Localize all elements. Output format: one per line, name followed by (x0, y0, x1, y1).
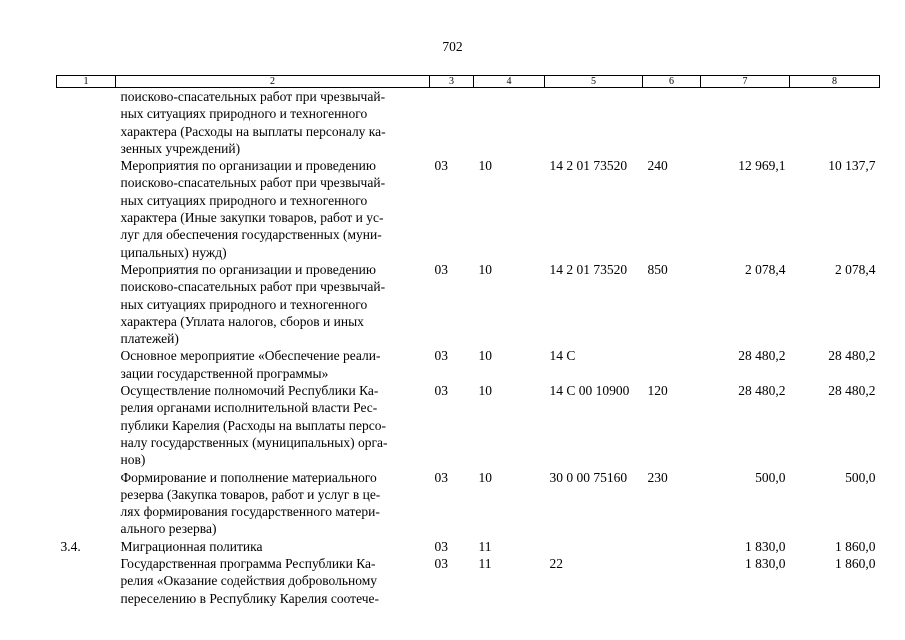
target-article-cell: 14 2 01 73520 (549, 261, 628, 277)
item-name-line: зенных учреждений) (120, 140, 241, 156)
item-name-line: Мероприятия по организации и проведению (120, 261, 376, 277)
section-code-cell: 03 (434, 469, 448, 485)
target-article-cell: 14 C 00 10900 (549, 383, 630, 399)
expense-type-cell (643, 88, 701, 158)
amount-year1-cell: 28 480,2 (738, 383, 786, 399)
budget-table (56, 75, 880, 607)
subsection-code-cell (474, 88, 545, 158)
item-name-line: Основное мероприятие «Обеспечение реали- (120, 348, 381, 364)
item-name-cell (116, 261, 430, 347)
target-article-cell: 14 2 01 73520 (549, 158, 628, 174)
column-header: 8 (790, 76, 880, 88)
amount-year2-cell: 28 480,2 (828, 348, 876, 364)
expense-type-cell: 240 (647, 158, 668, 174)
item-name-line: публики Карелия (Расходы на выплаты персо- (120, 417, 386, 433)
table-row (57, 382, 880, 468)
amount-year1-cell: 28 480,2 (738, 348, 786, 364)
table-row (57, 88, 880, 158)
amount-year2-cell: 1 860,0 (835, 538, 876, 554)
item-name-line: нов) (120, 452, 146, 468)
row-number-cell (57, 88, 116, 158)
item-name-line: ального резерва) (120, 521, 217, 537)
item-name-line: релия органами исполнительной власти Рес- (120, 400, 378, 416)
amount-year2-cell: 1 860,0 (835, 556, 876, 572)
item-name-line: Осуществление полномочий Республики Ка- (120, 383, 379, 399)
column-header: 5 (545, 76, 643, 88)
table-row (57, 469, 880, 538)
table-row (57, 538, 880, 555)
item-name-cell (116, 538, 430, 555)
target-article-cell (545, 538, 643, 555)
amount-year1-cell: 500,0 (755, 469, 786, 485)
subsection-code-cell: 11 (478, 538, 492, 554)
item-name-cell (116, 88, 430, 158)
amount-year2-cell: 28 480,2 (828, 383, 876, 399)
amount-year2-cell: 10 137,7 (828, 158, 876, 174)
item-name-line: поисково-спасательных работ при чрезвычай- (120, 279, 386, 295)
item-name-line: резерва (Закупка товаров, работ и услуг в це- (120, 486, 381, 502)
item-name-line: ных ситуациях природного и техногенного (120, 296, 368, 312)
row-number-cell (57, 261, 116, 347)
row-number-cell (57, 347, 116, 382)
item-name-line: луг для обеспечения государственных (муни- (120, 227, 382, 243)
row-number-cell: 3.4. (60, 538, 81, 554)
column-number-header-row (57, 76, 880, 88)
row-number-cell (57, 157, 116, 261)
table-body (57, 88, 880, 607)
target-article-cell: 14 C (549, 348, 576, 364)
amount-year2-cell: 2 078,4 (835, 261, 876, 277)
expense-type-cell (643, 347, 701, 382)
target-article-cell: 22 (549, 556, 563, 572)
expense-type-cell (643, 538, 701, 555)
item-name-line: характера (Расходы на выплаты персоналу ка- (120, 123, 386, 139)
target-article-cell (545, 88, 643, 158)
item-name-line: Мероприятия по организации и проведению (120, 158, 376, 174)
column-header: 7 (701, 76, 790, 88)
section-code-cell: 03 (434, 158, 448, 174)
column-header: 6 (643, 76, 701, 88)
amount-year1-cell: 1 830,0 (745, 556, 786, 572)
table-row (57, 261, 880, 347)
item-name-cell (116, 347, 430, 382)
section-code-cell: 03 (434, 538, 448, 554)
amount-year1-cell: 1 830,0 (745, 538, 786, 554)
expense-type-cell (643, 555, 701, 607)
amount-year1-cell: 2 078,4 (745, 261, 786, 277)
target-article-cell: 30 0 00 75160 (549, 469, 628, 485)
item-name-line: зации государственной программы» (120, 365, 329, 381)
column-header: 2 (116, 76, 430, 88)
amount-year1-cell: 12 969,1 (738, 158, 786, 174)
item-name-line: лях формирования государственного матери- (120, 504, 380, 520)
expense-type-cell: 850 (647, 261, 668, 277)
row-number-cell (57, 382, 116, 468)
column-header: 4 (474, 76, 545, 88)
amount-year2-cell (790, 88, 880, 158)
expense-type-cell: 120 (647, 383, 668, 399)
page-number: 702 (442, 39, 463, 54)
item-name-cell (116, 469, 430, 538)
expense-type-cell: 230 (647, 469, 668, 485)
section-code-cell: 03 (434, 261, 448, 277)
table-row (57, 157, 880, 261)
subsection-code-cell: 10 (478, 383, 492, 399)
item-name-line: поисково-спасательных работ при чрезвычай- (120, 175, 386, 191)
amount-year2-cell: 500,0 (845, 469, 876, 485)
item-name-cell (116, 157, 430, 261)
subsection-code-cell: 10 (478, 348, 492, 364)
item-name-line: ципальных) нужд) (120, 244, 227, 260)
section-code-cell: 03 (434, 556, 448, 572)
column-header: 1 (57, 76, 116, 88)
table-row (57, 555, 880, 607)
item-name-line: налу государственных (муниципальных) орга- (120, 434, 388, 450)
item-name-line: Миграционная политика (120, 538, 263, 554)
item-name-line: переселению в Республику Карелия соотече- (120, 590, 380, 606)
table-row (57, 347, 880, 382)
item-name-line: ных ситуациях природного и техногенного (120, 106, 368, 122)
item-name-line: платежей) (120, 331, 179, 347)
section-code-cell: 03 (434, 348, 448, 364)
section-code-cell: 03 (434, 383, 448, 399)
item-name-line: ных ситуациях природного и техногенного (120, 192, 368, 208)
item-name-cell (116, 555, 430, 607)
section-code-cell (430, 88, 474, 158)
item-name-line: характера (Иные закупки товаров, работ и ус- (120, 210, 384, 226)
column-header: 3 (430, 76, 474, 88)
subsection-code-cell: 10 (478, 469, 492, 485)
item-name-cell (116, 382, 430, 468)
item-name-line: Формирование и пополнение материального (120, 469, 377, 485)
row-number-cell (57, 469, 116, 538)
subsection-code-cell: 10 (478, 158, 492, 174)
subsection-code-cell: 11 (478, 556, 492, 572)
amount-year1-cell (701, 88, 790, 158)
subsection-code-cell: 10 (478, 261, 492, 277)
item-name-line: релия «Оказание содействия добровольному (120, 573, 378, 589)
row-number-cell (57, 555, 116, 607)
item-name-line: поисково-спасательных работ при чрезвычай- (120, 89, 386, 104)
item-name-line: характера (Уплата налогов, сборов и иных (120, 313, 364, 329)
item-name-line: Государственная программа Республики Ка- (120, 556, 376, 572)
